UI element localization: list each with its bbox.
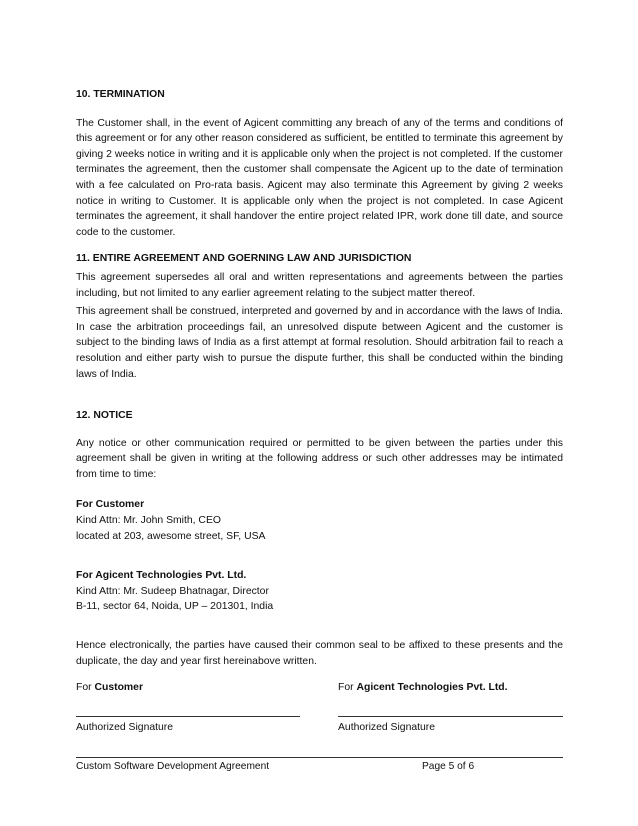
- notice-heading: 12. NOTICE: [76, 410, 133, 422]
- customer-address: located at 203, awesome street, SF, USA: [76, 530, 266, 542]
- agicent-party-name: Agicent Technologies Pvt. Ltd.: [356, 682, 508, 693]
- customer-signature-caption: Authorized Signature: [76, 722, 174, 733]
- customer-address-title: For Customer: [76, 499, 145, 511]
- signature-area: [76, 680, 563, 740]
- customer-signature-line: [76, 716, 300, 717]
- agicent-attn: Kind Attn: Mr. Sudeep Bhatnagar, Director: [76, 585, 269, 597]
- customer-attn: Kind Attn: Mr. John Smith, CEO: [76, 515, 221, 527]
- customer-address-block: [76, 497, 563, 544]
- termination-heading: 10. TERMINATION: [76, 89, 165, 100]
- for-prefix: For: [76, 682, 95, 693]
- agicent-address: B-11, sector 64, Noida, UP – 201301, India: [76, 601, 274, 613]
- entire-agreement-heading: 11. ENTIRE AGREEMENT AND GOERNING LAW AND JURISDICTION: [76, 253, 412, 265]
- agicent-signature-line: [338, 716, 563, 717]
- for-prefix: For: [338, 682, 357, 693]
- customer-party-name: Customer: [94, 682, 143, 693]
- entire-agreement-body-1: This agreement supersedes all oral and written representations and agreements between the parties including, but not limited to any earlier agreement relating to the subject matter thereof.: [76, 271, 563, 299]
- customer-signature-block: [76, 680, 300, 733]
- agicent-address-title: For Agicent Technologies Pvt. Ltd.: [76, 570, 247, 582]
- entire-agreement-body-2: This agreement shall be construed, interpreted and governed by and in accordance with the laws of India. In case the arbitration proceedings fail, an unresolved dispute between Agicent and the customer is subject to the binding laws of India as a first attempt at formal resolution. Should arbitration fail to reach a resolution and either party wish to pursue the dispute further, this shall be conducted within the binding laws of India.: [76, 306, 563, 380]
- agicent-signature-label: [338, 680, 563, 696]
- termination-body: The Customer shall, in the event of Agicent committing any breach of any of the terms and conditions of this agreement or for any other reason considered as sufficient, be entitled to terminate this agreement by giving 2 weeks notice in writing and it is applicable only when the project is not completed. If the customer terminates the agreement, then the customer shall compensate the Agicent up to the date of termination with a fee calculated on Pro-rata basis. Agicent may also terminate this Agreement by giving 2 weeks notice in writing to Customer. It is applicable only when the project is not completed. In case Agicent terminates the agreement, it shall handover the entire project related IPR, work done till date, and source code to the customer.: [76, 117, 563, 238]
- page-content: [76, 87, 563, 669]
- agicent-signature-caption: Authorized Signature: [338, 722, 436, 733]
- agicent-address-block: [76, 568, 563, 615]
- agicent-signature-block: [338, 680, 563, 733]
- notice-body: Any notice or other communication required or permitted to be given between the parties under this agreement shall be given in writing at the following address or such other addresses may be intimated from time to time:: [76, 437, 563, 480]
- footer-page-number: Page 5 of 6: [422, 761, 475, 772]
- customer-signature-label: [76, 680, 300, 696]
- closing-statement: Hence electronically, the parties have caused their common seal to be affixed to these presents and the duplicate, the day and year first hereinabove written.: [76, 640, 563, 667]
- footer-divider: [76, 757, 563, 758]
- footer-document-title: Custom Software Development Agreement: [76, 761, 270, 772]
